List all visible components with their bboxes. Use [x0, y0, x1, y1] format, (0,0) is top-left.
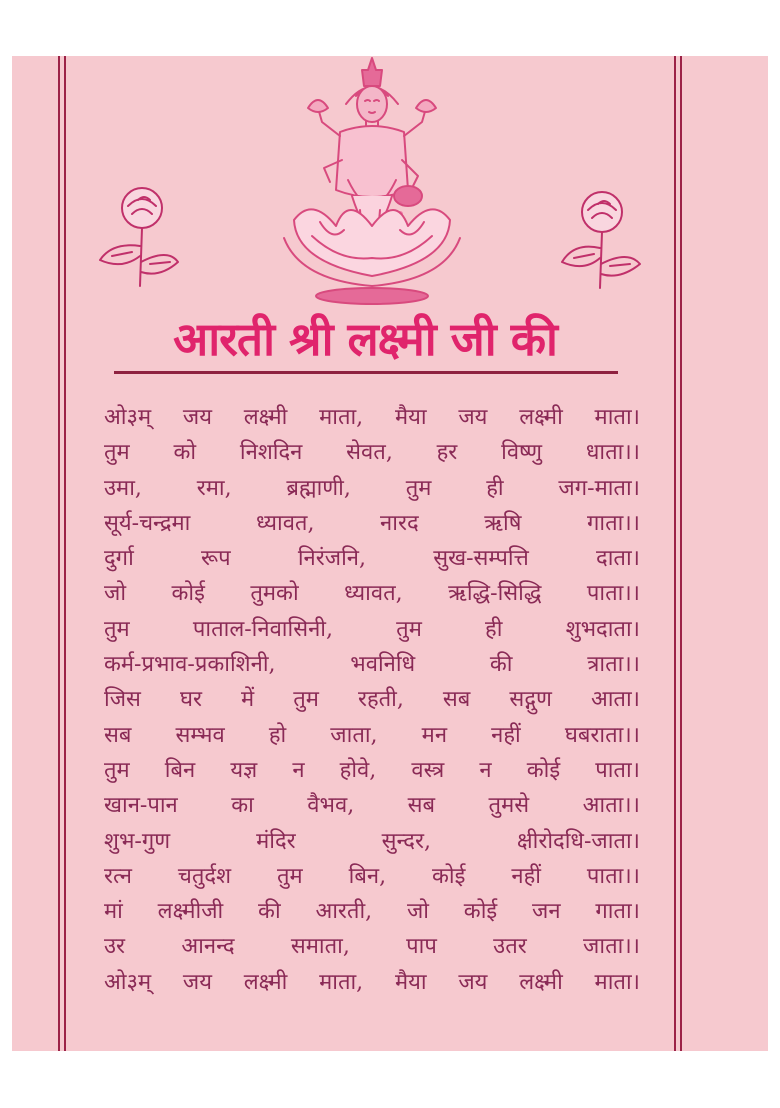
page-title: आरती श्री लक्ष्मी जी की: [173, 312, 557, 366]
verse-line: तुम बिन यज्ञ न होवे, वस्त्र न कोई पाता।: [104, 757, 640, 783]
verse-line: रत्न चतुर्दश तुम बिन, कोई नहीं पाता।।: [104, 863, 640, 889]
lakshmi-illustration: [284, 58, 460, 304]
verse-line: उमा, रमा, ब्रह्माणी, तुम ही जग-माता।: [104, 475, 640, 501]
verse-line: सूर्य-चन्द्रमा ध्यावत, नारद ऋषि गाता।।: [104, 510, 640, 536]
verse-line: तुम पाताल-निवासिनी, तुम ही शुभदाता।: [104, 616, 640, 642]
verse-line: ओ३म् जय लक्ष्मी माता, मैया जय लक्ष्मी माता।: [104, 969, 640, 995]
title-underline: [114, 371, 618, 374]
rose-right: [562, 192, 640, 288]
verse-line: मां लक्ष्मीजी की आरती, जो कोई जन गाता।: [104, 899, 640, 925]
verse-line: उर आनन्द समाता, पाप उतर जाता।।: [104, 934, 640, 960]
verse-line: जिस घर में तुम रहती, सब सद्गुण आता।: [104, 687, 640, 713]
verse-list: [104, 400, 640, 1000]
rose-left: [100, 188, 178, 286]
verse-line: जो कोई तुमको ध्यावत, ऋद्धि-सिद्धि पाता।।: [104, 581, 640, 607]
verse-line: ओ३म् जय लक्ष्मी माता, मैया जय लक्ष्मी माता।: [104, 405, 640, 430]
verse-line: तुम को निशदिन सेवत, हर विष्णु धाता।।: [104, 440, 640, 466]
verse-line: सब सम्भव हो जाता, मन नहीं घबराता।।: [104, 722, 640, 748]
verse-line: खान-पान का वैभव, सब तुमसे आता।।: [104, 793, 640, 819]
verse-line: कर्म-प्रभाव-प्रकाशिनी, भवनिधि की त्राता।।: [104, 652, 640, 678]
verse-line: शुभ-गुण मंदिर सुन्दर, क्षीरोदधि-जाता।: [104, 828, 640, 854]
verse-line: दुर्गा रूप निरंजनि, सुख-सम्पत्ति दाता।: [104, 546, 640, 572]
bottom-margin: [0, 1051, 780, 1108]
